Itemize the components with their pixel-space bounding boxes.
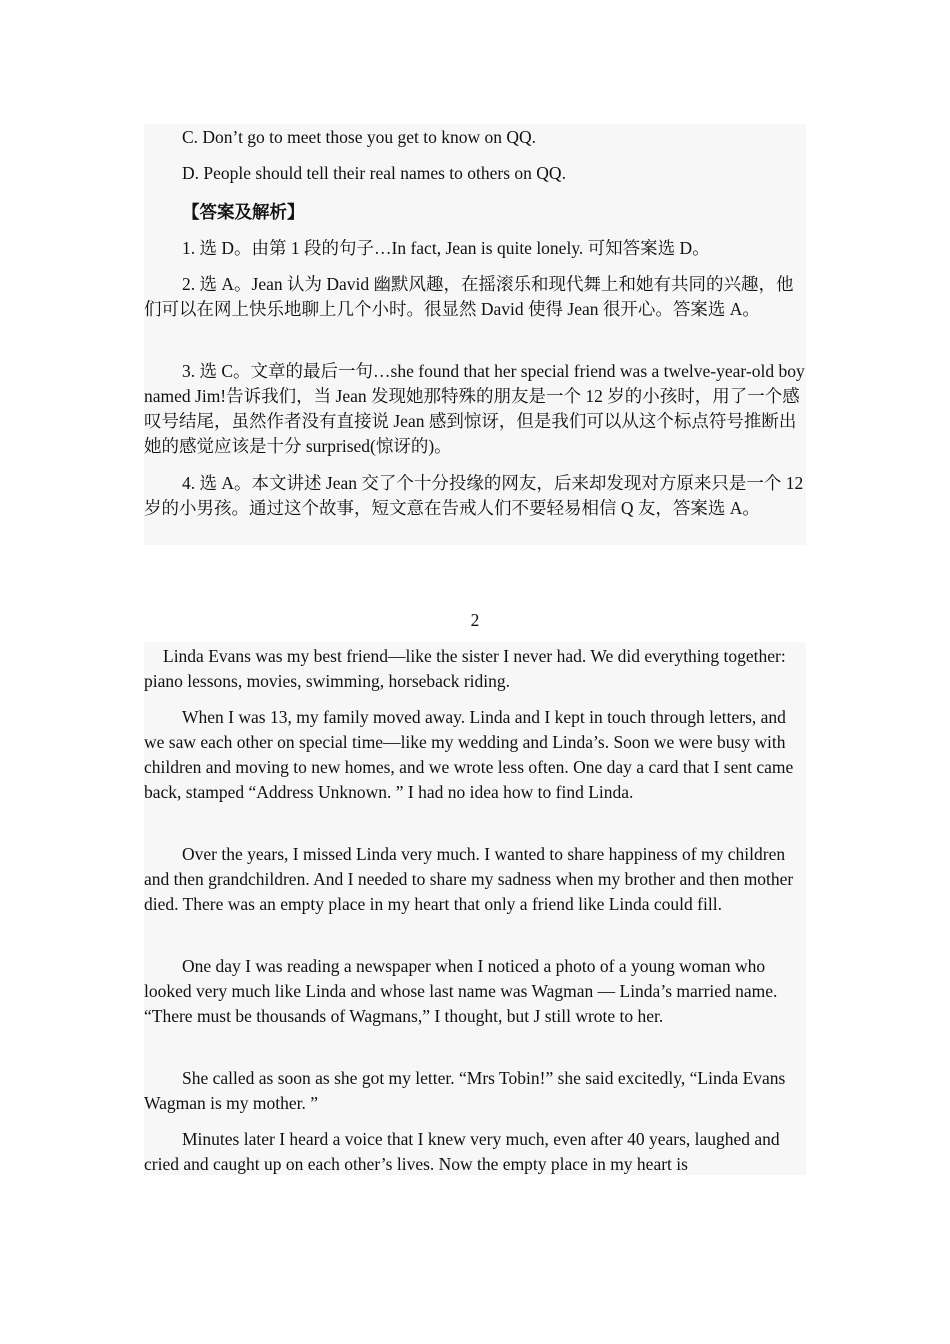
passage-paragraph-4: One day I was reading a newspaper when I noticed a photo of a young woman who looked very much like Linda and whose last name was Wagman — Linda’s married name. “There must be thousands of Wagmans,” I thought, but J still wrote to her. [144, 956, 778, 1026]
option-d-text: D. People should tell their real names to others on QQ. [182, 163, 566, 183]
passage-paragraph-6: Minutes later I heard a voice that I knew very much, even after 40 years, laughed and cried and caught up on each other’s lives. Now the empty place in my heart is [144, 1129, 780, 1174]
passage-paragraph-2: When I was 13, my family moved away. Linda and I kept in touch through letters, and we saw each other on special time—like my wedding and Linda’s. Soon we were busy with children and moving to new homes, and we wrote less often. One day a card that I sent came back, stamped “Address Unknown. ” I had no idea how to find Linda. [144, 707, 794, 802]
explanation-1: 1. 选 D。由第 1 段的句子…In fact, Jean is quite lonely. 可知答案选 D。 [182, 238, 710, 258]
reading-passage [144, 642, 806, 1175]
passage-paragraph-5: She called as soon as she got my letter. “Mrs Tobin!” she said excitedly, “Linda Evans Wagman is my mother. ” [144, 1068, 786, 1113]
answer-heading: 【答案及解析】 [182, 202, 305, 222]
explanation-4: 4. 选 A。本文讲述 Jean 交了个十分投缘的网友，后来却发现对方原来只是一个 12 岁的小男孩。通过这个故事，短文意在告戒人们不要轻易相信 Q 友，答案选 A。 [144, 473, 804, 518]
passage-paragraph-3: Over the years, I missed Linda very much. I wanted to share happiness of my children and then grandchildren. And I needed to share my sadness when my brother and then mother died. There was an empty place in my heart that only a friend like Linda could fill. [144, 844, 794, 914]
option-c-text: C. Don’t go to meet those you get to know on QQ. [182, 127, 537, 147]
explanation-3: 3. 选 C。文章的最后一句…she found that her special friend was a twelve-year-old boy named Jim!告诉我们，当 Jean 发现她那特殊的朋友是一个 12 岁的小孩时，用了一个感叹号结尾，虽然作者没有直接说 Jean 感到惊讶，但是我们可以从这个标点符号推断出她的感觉应该是十分 surprised(惊讶的)。 [144, 361, 805, 456]
answer-explanation-section [144, 124, 806, 545]
passage-paragraph-1: Linda Evans was my best friend—like the sister I never had. We did everything together: piano lessons, movies, swimming, horseback riding. [144, 646, 786, 691]
explanation-2: 2. 选 A。Jean 认为 David 幽默风趣，在摇滚乐和现代舞上和她有共同的兴趣，他们可以在网上快乐地聊上几个小时。很显然 David 使得 Jean 很开心。答案选 A。 [144, 274, 794, 319]
page-number: 2 [470, 610, 480, 630]
